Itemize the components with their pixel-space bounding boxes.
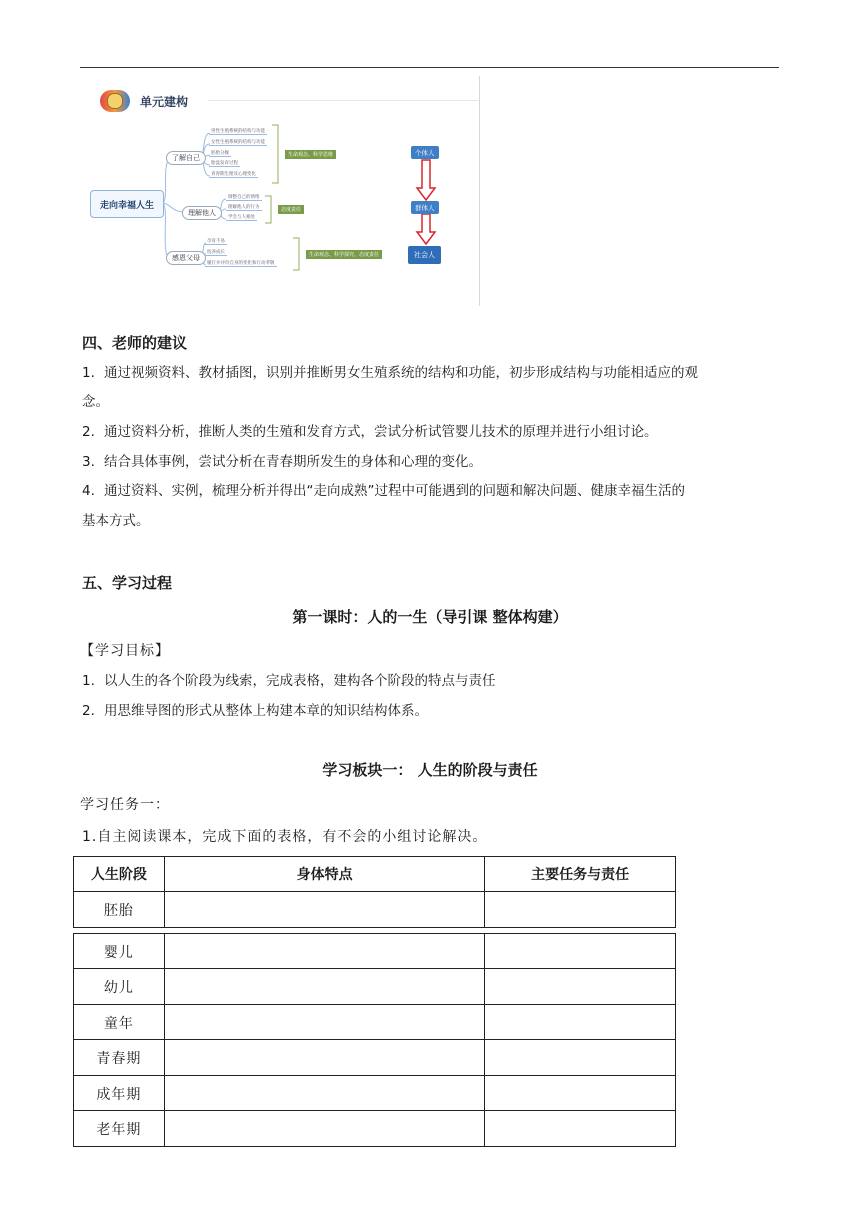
- branch-thank-parents: 感恩父母: [166, 251, 206, 265]
- task-instruction: 1.自主阅读课本，完成下面的表格，有不会的小组讨论解决。: [82, 829, 488, 845]
- flow-group: 群体人: [411, 201, 439, 214]
- stage-cell: 成年期: [74, 1076, 165, 1111]
- leaf: 女性生殖系统的结构与功能: [211, 140, 265, 145]
- flow-social: 社会人: [408, 246, 441, 264]
- stage-cell: 胚胎: [74, 892, 165, 928]
- answer-cell[interactable]: [164, 1111, 484, 1147]
- flow-individual: 个体人: [411, 146, 439, 159]
- leaf: 孕育不易: [207, 239, 225, 244]
- suggestion-2: 2. 通过资料分析，推断人类的生殖和发育方式，尝试分析试管婴儿技术的原理并进行小组讨论。: [82, 424, 658, 440]
- leaf: 理解他人的行为: [228, 205, 260, 210]
- stage-table-head: [73, 856, 676, 928]
- banner-title: 单元建构: [140, 94, 189, 109]
- competency-tag: 生命观念、科学思维: [285, 150, 336, 159]
- leaf: 男性生殖系统的结构与功能: [211, 129, 265, 134]
- stage-cell: 幼儿: [74, 969, 165, 1005]
- competency-tag: 态度责任: [278, 205, 304, 214]
- task-label: 学习任务一：: [80, 797, 170, 813]
- leaf: 调整自己的情绪: [228, 195, 260, 200]
- answer-cell[interactable]: [485, 892, 676, 928]
- col-stage-header: 人生阶段: [74, 857, 165, 892]
- stage-cell: 老年期: [74, 1111, 165, 1147]
- leaf: 学会与人相处: [228, 215, 255, 220]
- answer-cell[interactable]: [485, 1005, 676, 1040]
- leaf: 履行并评价自身的变化和行动孝敬: [207, 261, 275, 266]
- leaf: 胎盘发育过程: [211, 161, 238, 166]
- goals-label: 【学习目标】: [80, 643, 170, 659]
- answer-cell[interactable]: [485, 969, 676, 1005]
- answer-cell[interactable]: [485, 1076, 676, 1111]
- competency-tag: 生命观念、科学探究、态度责任: [306, 250, 382, 259]
- mindmap-root: 走向幸福人生: [90, 190, 164, 218]
- leaf: 抚养成长: [207, 250, 225, 255]
- answer-cell[interactable]: [164, 934, 484, 969]
- answer-cell[interactable]: [164, 969, 484, 1005]
- answer-cell[interactable]: [485, 934, 676, 969]
- answer-cell[interactable]: [164, 1076, 484, 1111]
- answer-cell[interactable]: [164, 1005, 484, 1040]
- module-title: 学习板块一： 人生的阶段与责任: [322, 761, 538, 779]
- stage-cell: 婴儿: [74, 934, 165, 969]
- stage-table-body: [73, 933, 676, 1147]
- suggestion-1: 1. 通过视频资料、教材插图，识别并推断男女生殖系统的结构和功能，初步形成结构与功能相适应的观: [82, 365, 698, 381]
- leaf: 青春期生理及心理变化: [211, 172, 256, 177]
- col-body-header: 身体特点: [164, 857, 484, 892]
- answer-cell[interactable]: [485, 1111, 676, 1147]
- suggestion-4: 4. 通过资料、实例，梳理分析并得出“走向成熟”过程中可能遇到的问题和解决问题、健康幸福生活的: [82, 483, 685, 499]
- section4-heading: 四、老师的建议: [82, 334, 188, 352]
- stage-cell: 童年: [74, 1005, 165, 1040]
- section5-heading: 五、学习过程: [82, 574, 173, 592]
- suggestion-3: 3. 结合具体事例，尝试分析在青春期所发生的身体和心理的变化。: [82, 454, 482, 470]
- goal-2: 2. 用思维导图的形式从整体上构建本章的知识结构体系。: [82, 703, 428, 719]
- stage-cell: 青春期: [74, 1040, 165, 1076]
- goal-1: 1. 以人生的各个阶段为线索，完成表格，建构各个阶段的特点与责任: [82, 673, 496, 689]
- col-task-header: 主要任务与责任: [485, 857, 676, 892]
- answer-cell[interactable]: [164, 892, 484, 928]
- answer-cell[interactable]: [164, 1040, 484, 1076]
- suggestion-4-cont: 基本方式。: [82, 513, 150, 529]
- answer-cell[interactable]: [485, 1040, 676, 1076]
- lesson-title: 第一课时：人的一生（导引课 整体构建）: [292, 608, 568, 626]
- suggestion-1-cont: 念。: [82, 394, 109, 410]
- branch-know-self: 了解自己: [166, 151, 206, 165]
- branch-understand-others: 理解他人: [182, 206, 222, 220]
- leaf: 胚胎分娩: [211, 151, 229, 156]
- mindmap-connectors: [0, 0, 860, 320]
